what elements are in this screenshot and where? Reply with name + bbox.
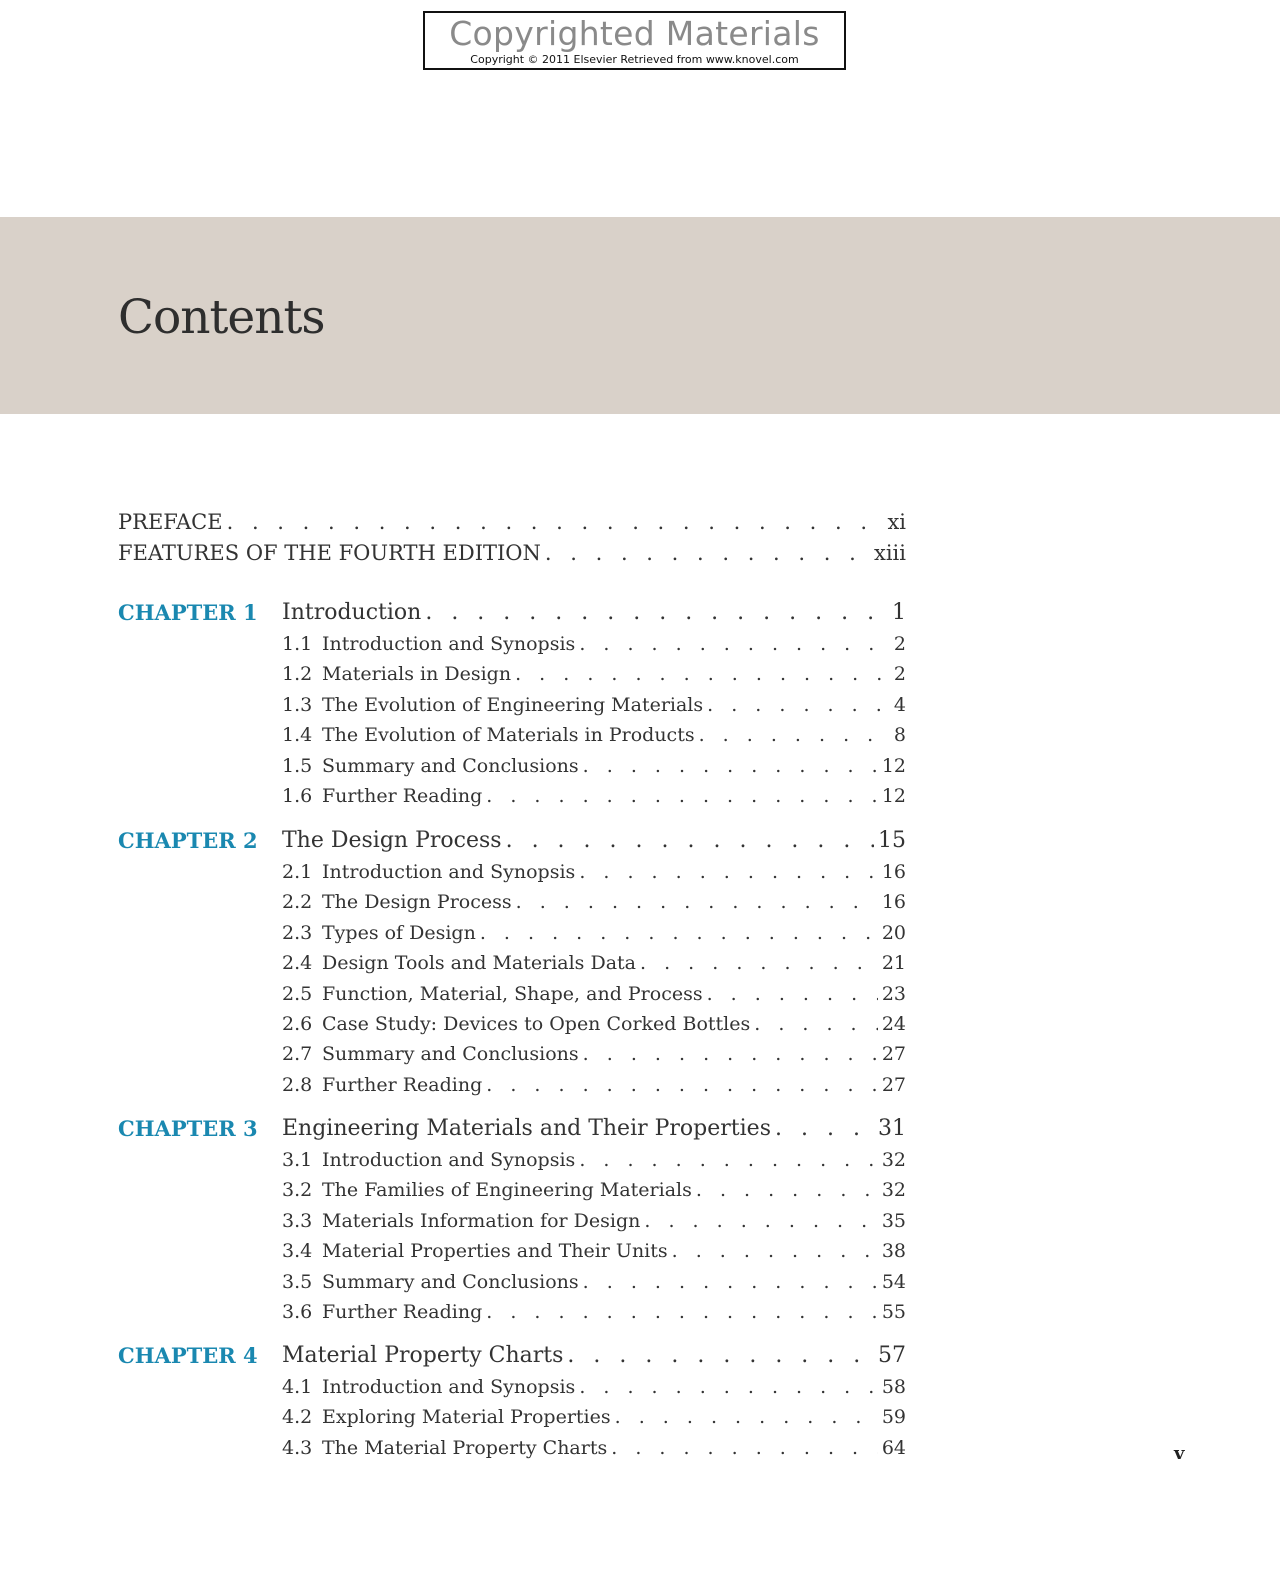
section-title: Further Reading [322, 785, 483, 807]
page-number: 58 [881, 1376, 906, 1398]
dot-leader [699, 720, 890, 750]
chapter-title: The Design Process [282, 828, 502, 853]
toc-entry-title [282, 659, 511, 689]
section-title: Introduction and Synopsis [322, 1376, 576, 1398]
section-number: 2.2 [282, 891, 313, 914]
toc-entry-title [282, 1206, 640, 1236]
toc-entry-title [282, 1070, 482, 1100]
toc-section-entry[interactable] [282, 1433, 906, 1463]
section-title: Introduction and Synopsis [322, 633, 576, 655]
toc-entry-title [282, 1297, 482, 1327]
toc-entry-title [282, 826, 502, 856]
toc-entry-title [282, 1009, 750, 1039]
toc-entry-title [282, 690, 703, 720]
toc-section-entry[interactable] [282, 1039, 906, 1069]
toc-entry-title [282, 857, 575, 887]
section-title: The Evolution of Materials in Products [322, 724, 695, 747]
chapter-title: Introduction [282, 600, 422, 625]
page-number: 27 [881, 1043, 906, 1066]
page-number: 57 [878, 1343, 906, 1368]
toc-section-entry[interactable] [282, 781, 906, 811]
section-title: Exploring Material Properties [322, 1406, 611, 1429]
section-number: 1.3 [282, 693, 313, 716]
dot-leader [486, 1070, 878, 1100]
page-number: 59 [881, 1406, 906, 1429]
dot-leader [583, 751, 878, 781]
page-number: 20 [881, 921, 906, 944]
section-number: 2.1 [282, 861, 313, 883]
toc-section-entry[interactable] [282, 751, 906, 781]
chapter-label: CHAPTER 4 [118, 1343, 258, 1368]
toc-section-entry[interactable] [282, 1206, 906, 1236]
dot-leader [567, 1341, 874, 1371]
toc-section-entry[interactable] [282, 948, 906, 978]
toc-section-entry[interactable] [282, 1145, 906, 1175]
section-number: 4.3 [282, 1436, 313, 1459]
section-number: 1.2 [282, 663, 313, 686]
dot-leader [583, 1039, 878, 1069]
toc-entry-title [282, 720, 695, 750]
dot-leader [425, 598, 888, 628]
toc-section-entry[interactable] [282, 887, 906, 917]
section-title: Introduction and Synopsis [322, 861, 576, 883]
page-folio: v [1174, 1443, 1185, 1464]
page-number: 2 [893, 663, 906, 686]
page-number: 35 [881, 1209, 906, 1232]
chapter-title: Engineering Materials and Their Properties [282, 1116, 771, 1141]
stamp-title: Copyrighted Materials [449, 14, 820, 53]
section-title: Summary and Conclusions [322, 754, 579, 777]
page-number: 16 [881, 891, 906, 914]
toc-section-entry[interactable] [282, 979, 906, 1009]
section-title: Further Reading [322, 1073, 483, 1096]
chapter-label: CHAPTER 3 [118, 1116, 258, 1141]
dot-leader [579, 1145, 878, 1175]
page-number: 55 [881, 1301, 906, 1323]
page-number: 24 [881, 1013, 906, 1035]
toc-entry-title [282, 1341, 563, 1371]
section-number: 3.1 [282, 1149, 313, 1171]
toc-chapter-entry[interactable] [282, 598, 906, 628]
toc-front-matter-entry[interactable] [118, 507, 906, 537]
section-title: Material Properties and Their Units [322, 1240, 668, 1263]
chapter-label: CHAPTER 2 [118, 828, 258, 853]
toc-entry-title [282, 918, 476, 948]
toc-section-entry[interactable] [282, 1297, 906, 1327]
section-number: 3.2 [282, 1179, 313, 1202]
section-number: 3.5 [282, 1270, 313, 1293]
toc-section-entry[interactable] [282, 659, 906, 689]
section-number: 4.1 [282, 1376, 313, 1398]
section-number: 2.6 [282, 1013, 313, 1035]
toc-entry-title [282, 598, 421, 628]
toc-entry-title [282, 1372, 575, 1402]
section-title: Materials Information for Design [322, 1209, 641, 1232]
toc-entry-title [282, 1145, 575, 1175]
dot-leader [480, 918, 878, 948]
dot-leader [516, 887, 878, 917]
section-title: Summary and Conclusions [322, 1270, 579, 1293]
toc-section-entry[interactable] [282, 857, 906, 887]
dot-leader [486, 1297, 878, 1327]
toc-entry-title [282, 1175, 692, 1205]
chapter-label: CHAPTER 1 [118, 600, 258, 625]
page-title: Contents [118, 290, 325, 345]
dot-leader [515, 659, 890, 689]
section-title: Further Reading [322, 1301, 483, 1323]
page-number: 16 [881, 861, 906, 883]
page-number: 38 [881, 1240, 906, 1263]
dot-leader [696, 1175, 878, 1205]
toc-chapter-entry[interactable] [282, 826, 906, 856]
toc-entry-title [282, 979, 703, 1009]
page-number: 31 [878, 1116, 906, 1141]
toc-chapter-entry[interactable] [282, 1341, 906, 1371]
page-number: xiii [874, 541, 906, 565]
toc-entry-title [282, 1267, 579, 1297]
section-number: 3.3 [282, 1209, 313, 1232]
dot-leader [579, 1372, 878, 1402]
toc-entry-title [118, 538, 541, 568]
page-number: 4 [893, 693, 906, 716]
page-number: 54 [881, 1270, 906, 1293]
section-number: 4.2 [282, 1406, 313, 1429]
dot-leader [707, 690, 890, 720]
section-title: The Material Property Charts [322, 1436, 608, 1459]
toc-section-entry[interactable] [282, 1009, 906, 1039]
toc-entry-title [282, 1114, 771, 1144]
dot-leader [775, 1114, 874, 1144]
toc-section-entry[interactable] [282, 1372, 906, 1402]
section-title: Summary and Conclusions [322, 1043, 579, 1066]
toc-section-entry[interactable] [282, 1175, 906, 1205]
section-title: Design Tools and Materials Data [322, 952, 636, 975]
toc-section-entry[interactable] [282, 1070, 906, 1100]
toc-entry-title [282, 1039, 579, 1069]
toc-entry-title [282, 751, 579, 781]
dot-leader [707, 979, 878, 1009]
section-number: 1.6 [282, 785, 313, 807]
page-number: 2 [893, 633, 906, 655]
page-number: 12 [881, 785, 906, 807]
page-number: 8 [893, 724, 906, 747]
section-title: The Families of Engineering Materials [322, 1179, 692, 1202]
toc-section-entry[interactable] [282, 690, 906, 720]
section-number: 1.1 [282, 633, 313, 655]
section-number: 1.5 [282, 754, 313, 777]
section-title: Case Study: Devices to Open Corked Bottles [322, 1013, 751, 1035]
toc-entry-title [282, 781, 482, 811]
page-number: 12 [881, 754, 906, 777]
section-title: The Design Process [322, 891, 512, 914]
section-number: 1.4 [282, 724, 313, 747]
toc-entry-title [282, 1402, 611, 1432]
toc-entry-title [282, 629, 575, 659]
section-number: 3.6 [282, 1301, 313, 1323]
section-number: 3.4 [282, 1240, 313, 1263]
section-number: 2.3 [282, 921, 313, 944]
section-number: 2.8 [282, 1073, 313, 1096]
toc-front-matter-entry[interactable] [118, 538, 906, 568]
section-number: 2.7 [282, 1043, 313, 1066]
dot-leader [672, 1236, 878, 1266]
page-number: 15 [878, 828, 906, 853]
front-matter-label: FEATURES OF THE FOURTH EDITION [118, 541, 541, 565]
dot-leader [754, 1009, 878, 1039]
section-title: Introduction and Synopsis [322, 1149, 576, 1171]
section-number: 2.4 [282, 952, 313, 975]
page-number: 23 [881, 982, 906, 1005]
dot-leader [583, 1267, 878, 1297]
toc-entry-title [282, 1433, 607, 1463]
page-number: 1 [892, 600, 906, 625]
chapter-title: Material Property Charts [282, 1343, 564, 1368]
dot-leader [579, 629, 890, 659]
section-title: Materials in Design [322, 663, 512, 686]
toc-section-entry[interactable] [282, 918, 906, 948]
dot-leader [615, 1402, 878, 1432]
page-number: 27 [881, 1073, 906, 1096]
page-number: 21 [881, 952, 906, 975]
dot-leader [644, 1206, 877, 1236]
toc-entry-title [118, 507, 223, 537]
toc-section-entry[interactable] [282, 629, 906, 659]
toc-chapter-entry[interactable] [282, 1114, 906, 1144]
toc-entry-title [282, 887, 512, 917]
dot-leader [506, 826, 874, 856]
dot-leader [227, 507, 884, 537]
toc-section-entry[interactable] [282, 1402, 906, 1432]
front-matter-label: PREFACE [118, 510, 223, 534]
dot-leader [545, 538, 870, 568]
toc-section-entry[interactable] [282, 1236, 906, 1266]
dot-leader [611, 1433, 878, 1463]
page-number: 32 [881, 1179, 906, 1202]
dot-leader [486, 781, 878, 811]
page-number: 64 [881, 1436, 906, 1459]
stamp-subtitle: Copyright © 2011 Elsevier Retrieved from www.knovel.com [470, 53, 799, 66]
toc-entry-title [282, 948, 636, 978]
toc-section-entry[interactable] [282, 720, 906, 750]
page-number: xi [887, 510, 906, 534]
section-title: Function, Material, Shape, and Process [322, 982, 703, 1005]
toc-section-entry[interactable] [282, 1267, 906, 1297]
dot-leader [640, 948, 878, 978]
section-title: Types of Design [322, 921, 476, 944]
toc-entry-title [282, 1236, 668, 1266]
section-title: The Evolution of Engineering Materials [322, 693, 704, 716]
dot-leader [579, 857, 878, 887]
section-number: 2.5 [282, 982, 313, 1005]
page-number: 32 [881, 1149, 906, 1171]
